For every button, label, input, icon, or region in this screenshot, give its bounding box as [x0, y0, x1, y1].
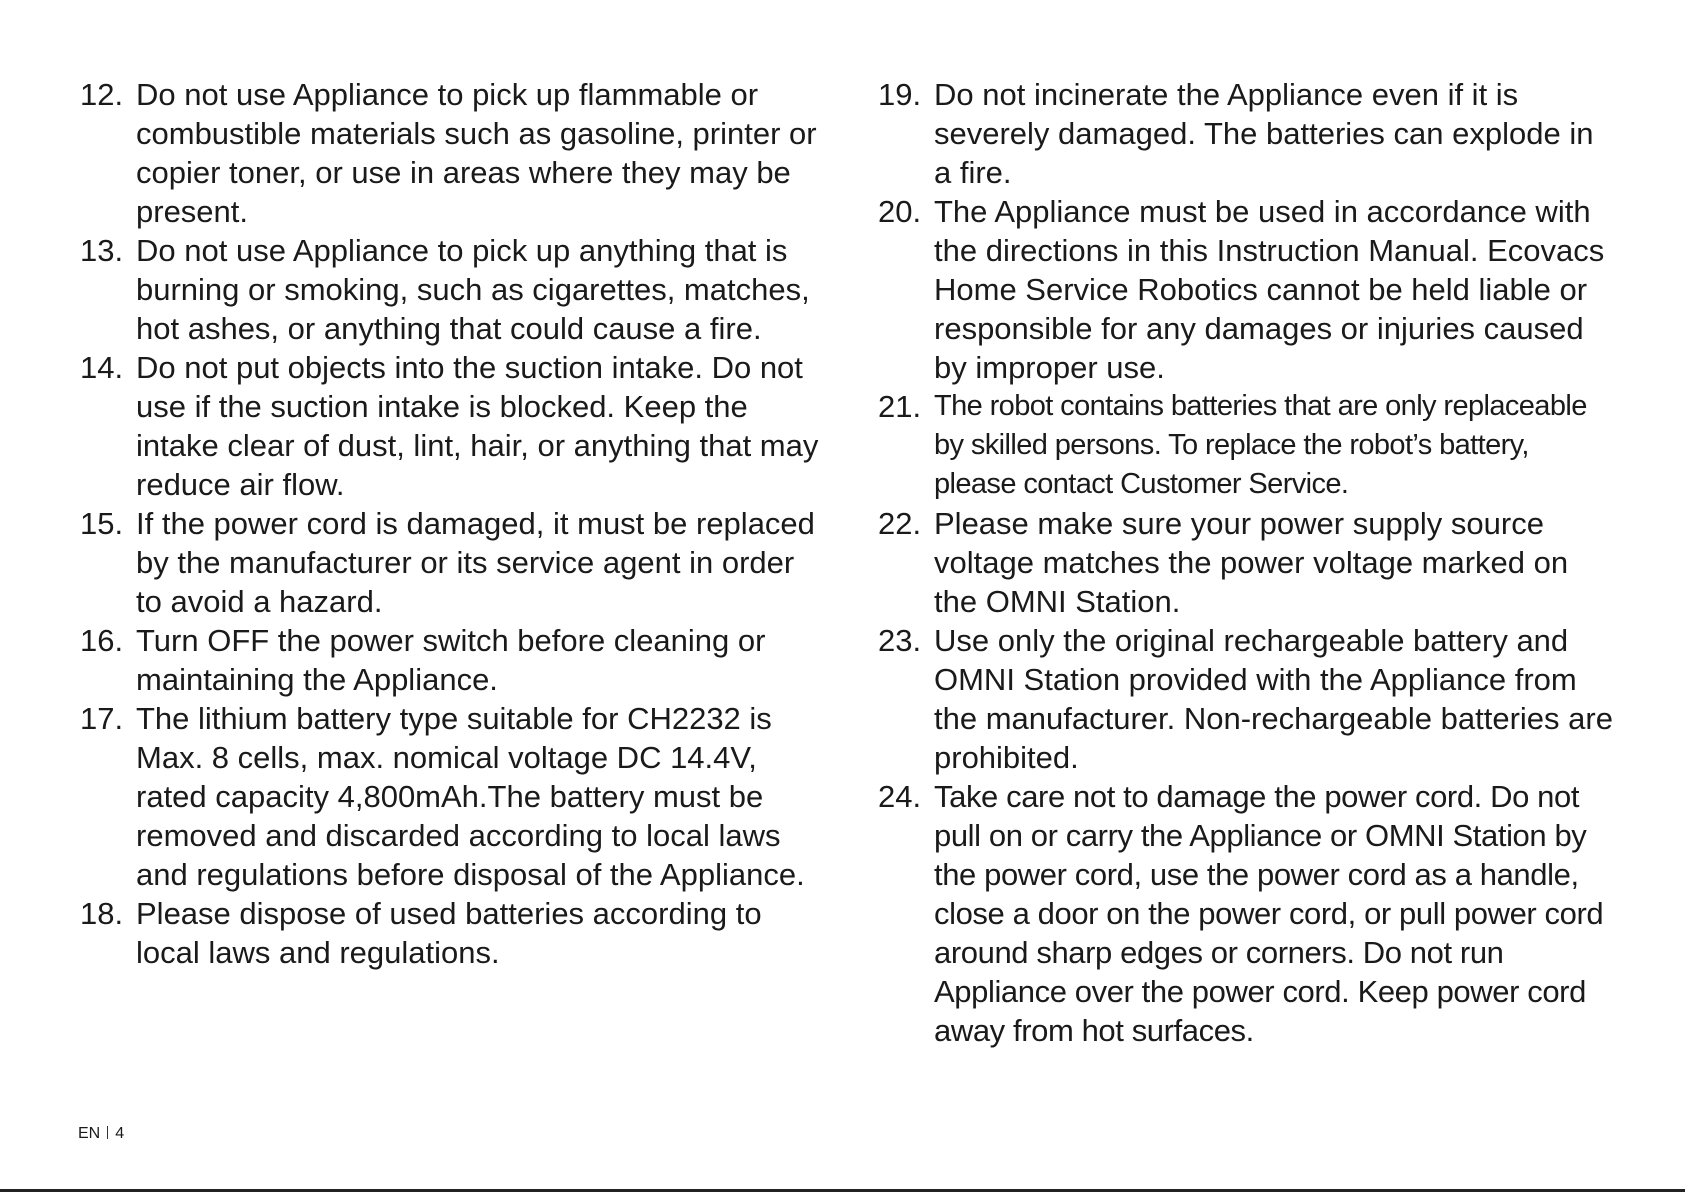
item-text: The Appliance must be used in accordance with the directions in this Instruction Manual. Ecovacs Home Service Robotics cannot be held liable or responsible for any damages or injuries caused by improper use. [934, 194, 1605, 385]
footer-divider [107, 1126, 108, 1139]
item-number: 15. [80, 506, 124, 541]
safety-item-18 [80, 894, 820, 972]
safety-list-right [878, 75, 1613, 1050]
item-number: 18. [80, 896, 124, 931]
item-text: Please dispose of used batteries according to local laws and regulations. [136, 896, 762, 970]
item-number: 12. [80, 77, 124, 112]
item-text: The robot contains batteries that are only replaceable by skilled persons. To replace the robot’s battery, please contact Customer Service. [934, 390, 1587, 500]
safety-item-19 [878, 75, 1613, 192]
safety-item-22 [878, 504, 1613, 621]
item-text: Do not use Appliance to pick up flammable or combustible materials such as gasoline, printer or copier toner, or use in areas where they may be present. [136, 77, 817, 229]
item-text: Do not use Appliance to pick up anything that is burning or smoking, such as cigarettes, matches, hot ashes, or anything that could cause a fire. [136, 233, 810, 346]
item-text: Turn OFF the power switch before cleaning or maintaining the Appliance. [136, 623, 766, 697]
item-number: 13. [80, 233, 124, 268]
item-text: Use only the original rechargeable battery and OMNI Station provided with the Appliance from the manufacturer. Non-rechargeable batteries are prohibited. [934, 623, 1613, 775]
safety-item-15 [80, 504, 820, 621]
item-number: 20. [878, 194, 922, 229]
item-number: 16. [80, 623, 124, 658]
safety-item-21 [878, 387, 1613, 504]
item-number: 23. [878, 623, 922, 658]
item-number: 22. [878, 506, 922, 541]
item-number: 17. [80, 701, 124, 736]
language-code: EN [78, 1125, 101, 1142]
safety-item-12 [80, 75, 820, 231]
safety-item-20 [878, 192, 1613, 387]
safety-list-left [80, 75, 820, 972]
item-number: 21. [878, 389, 922, 424]
item-number: 14. [80, 350, 124, 385]
safety-item-14 [80, 348, 820, 504]
page-footer [78, 1124, 124, 1144]
item-number: 24. [878, 779, 922, 814]
item-text: The lithium battery type suitable for CH2232 is Max. 8 cells, max. nomical voltage DC 14.4V, rated capacity 4,800mAh.The battery must be removed and discarded according to local laws and regulations before disposal of the Appliance. [136, 701, 805, 892]
item-number: 19. [878, 77, 922, 112]
item-text: Take care not to damage the power cord. Do not pull on or carry the Appliance or OMNI Station by the power cord, use the power cord as a handle, close a door on the power cord, or pull power cord around sharp edges or corners. Do not run Appliance over the power cord. Keep power cord away from hot surfaces. [934, 779, 1604, 1048]
safety-item-17 [80, 699, 820, 894]
item-text: If the power cord is damaged, it must be replaced by the manufacturer or its service agent in order to avoid a hazard. [136, 506, 815, 619]
item-text: Please make sure your power supply source voltage matches the power voltage marked on the OMNI Station. [934, 506, 1569, 619]
item-text: Do not put objects into the suction intake. Do not use if the suction intake is blocked. Keep the intake clear of dust, lint, hair, or anything that may reduce air flow. [136, 350, 819, 502]
page-number: 4 [115, 1125, 125, 1142]
safety-item-24 [878, 777, 1613, 1050]
safety-item-23 [878, 621, 1613, 777]
safety-item-13 [80, 231, 820, 348]
item-text: Do not incinerate the Appliance even if it is severely damaged. The batteries can explode in a fire. [934, 77, 1594, 190]
safety-item-16 [80, 621, 820, 699]
